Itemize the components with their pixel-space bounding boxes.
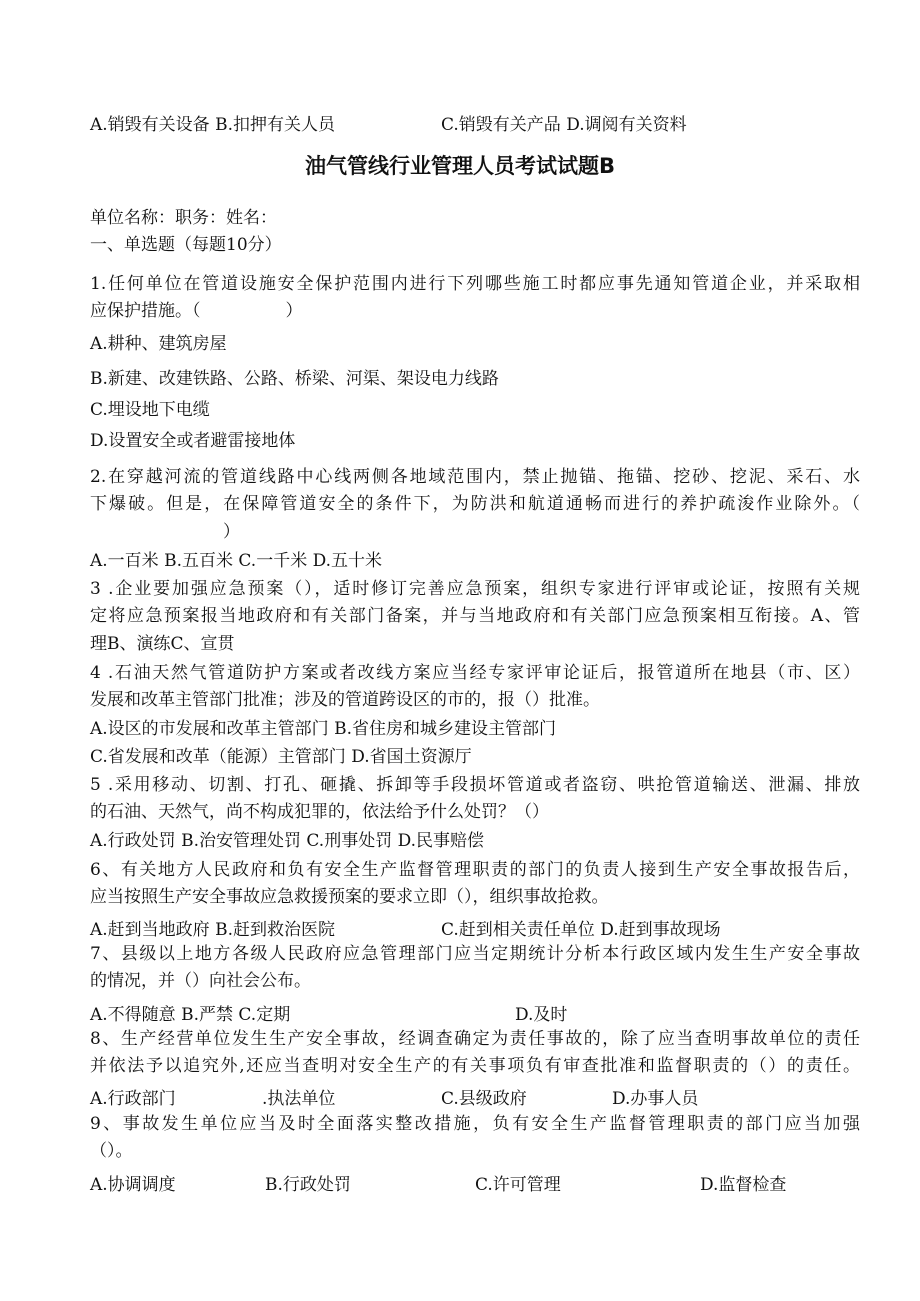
question-2-options: A.一百米 B.五百米 C.一千米 D.五十米 (90, 551, 383, 571)
question-4-option-ab: A.设区的市发展和改革主管部门 B.省住房和城乡建设主管部门 (90, 719, 556, 739)
question-4-option-cd: C.省发展和改革（能源）主管部门 D.省国土资源厅 (90, 747, 472, 767)
question-3-line-3: 理B、演练C、宣贯 (90, 634, 235, 654)
question-9-line-1: 9、事故发生单位应当及时全面落实整改措施，负有安全生产监督管理职责的部门应当加强 (90, 1114, 860, 1134)
question-1-option-d: D.设置安全或者避雷接地体 (90, 431, 296, 451)
question-4-line-2: 发展和改革主管部门批准；涉及的管道跨设区的市的，报（）批准。 (90, 690, 600, 710)
question-5-line-2: 的石油、天然气，尚不构成犯罪的，依法给予什么处罚？（） (90, 802, 549, 822)
question-6-line-2: 应当按照生产安全事故应急救援预案的要求立即（），组织事故抢救。 (90, 887, 609, 907)
page-title: 油气管线行业管理人员考试试题B (304, 154, 615, 178)
question-9-option-a: A.协调调度 (90, 1175, 176, 1195)
question-8-option-b: .执法单位 (262, 1089, 336, 1109)
question-1-line-1: 1.任何单位在管道设施安全保护范围内进行下列哪些施工时都应事先通知管道企业，并采取相 (90, 274, 860, 294)
question-2-line-2: 下爆破。但是，在保障管道安全的条件下，为防洪和航道通畅而进行的养护疏浚作业除外。（ (90, 494, 860, 514)
question-1-option-c: C.埋设地下电缆 (90, 400, 210, 420)
question-5-options: A.行政处罚 B.治安管理处罚 C.刑事处罚 D.民事赔偿 (90, 831, 485, 851)
question-8-option-d: D.办事人员 (612, 1089, 699, 1109)
question-5-line-1: 5 .采用移动、切割、打孔、砸撬、拆卸等手段损坏管道或者盗窃、哄抢管道输送、泄漏、排放 (90, 775, 860, 795)
question-2-line-1: 2.在穿越河流的管道线路中心线两侧各地域范围内，禁止抛锚、拖锚、挖砂、挖泥、采石、水 (90, 467, 860, 487)
question-3-line-1: 3 .企业要加强应急预案（），适时修订完善应急预案，组织专家进行评审或论证，按照有关规 (90, 579, 860, 599)
question-6-option-cd: C.赶到相关责任单位 D.赶到事故现场 (441, 920, 721, 940)
question-1-line-2: 应保护措施。（ ） (90, 301, 303, 321)
question-9-line-2: （）。 (90, 1141, 133, 1161)
question-8-option-a: A.行政部门 (90, 1089, 176, 1109)
section-heading: 一、单选题（每题10分） (90, 235, 282, 255)
question-7-line-2: 的情况，并（）向社会公布。 (90, 971, 311, 991)
question-9-option-c: C.许可管理 (475, 1175, 561, 1195)
unit-info-line: 单位名称：职务：姓名： (90, 208, 277, 228)
prev-question-options-cd: C.销毁有关产品 D.调阅有关资料 (441, 115, 687, 135)
question-8-line-2: 并依法予以追究外,还应当查明对安全生产的有关事项负有审查批准和监督职责的（）的责任。 (90, 1056, 860, 1076)
question-1-option-a: A.耕种、建筑房屋 (90, 334, 227, 354)
question-7-line-1: 7、县级以上地方各级人民政府应急管理部门应当定期统计分析本行政区域内发生生产安全事故 (90, 944, 860, 964)
question-4-line-1: 4 .石油天然气管道防护方案或者改线方案应当经专家评审论证后，报管道所在地县（市、区） (90, 663, 860, 683)
question-8-option-c: C.县级政府 (441, 1089, 527, 1109)
question-2-line-3: ） (223, 522, 240, 542)
question-6-line-1: 6、有关地方人民政府和负有安全生产监督管理职责的部门的负责人接到生产安全事故报告后， (90, 860, 860, 880)
question-9-option-d: D.监督检查 (700, 1175, 787, 1195)
question-8-line-1: 8、生产经营单位发生生产安全事故，经调查确定为责任事故的，除了应当查明事故单位的责任 (90, 1029, 860, 1049)
question-7-option-abc: A.不得随意 B.严禁 C.定期 (90, 1005, 291, 1025)
question-1-option-b: B.新建、改建铁路、公路、桥梁、河渠、架设电力线路 (90, 369, 499, 389)
question-9-option-b: B.行政处罚 (265, 1175, 351, 1195)
question-6-option-ab: A.赶到当地政府 B.赶到救治医院 (90, 920, 335, 940)
question-7-option-d: D.及时 (515, 1005, 568, 1025)
prev-question-options-ab: A.销毁有关设备 B.扣押有关人员 (90, 115, 335, 135)
question-3-line-2: 定将应急预案报当地政府和有关部门备案，并与当地政府和有关部门应急预案相互衔接。A、管 (90, 606, 860, 626)
